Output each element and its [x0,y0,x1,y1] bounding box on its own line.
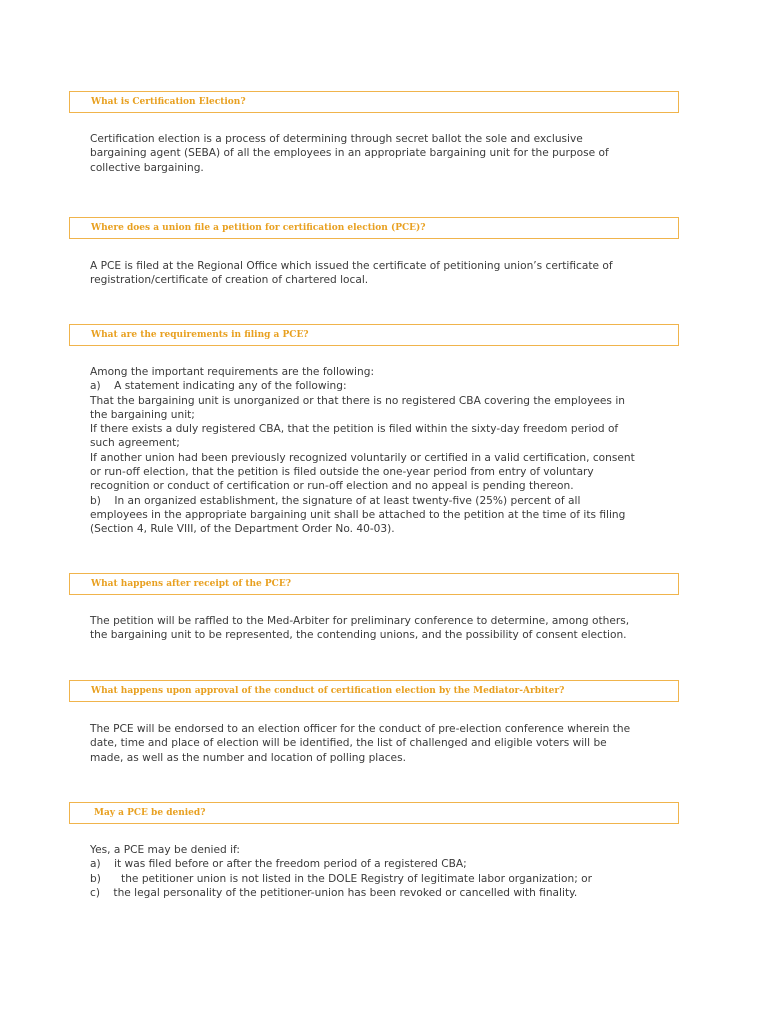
answer-block [90,614,690,643]
answer-line: Yes, a PCE may be denied if: [90,844,240,856]
answer-line: The PCE will be endorsed to an election officer for the conduct of pre-election conference wherein the [90,723,631,735]
answer-line: A PCE is filed at the Regional Office which issued the certificate of petitioning union’s certificate of [90,260,613,272]
answer-line: (Section 4, Rule VIII, of the Department Order No. 40-03). [90,523,395,536]
answer-line: or run-off election, that the petition is filed outside the one-year period from entry of voluntary [90,466,594,479]
question-box-requirements-pce [69,324,679,346]
answer-block [90,365,690,537]
answer-line: made, as well as the number and location of polling places. [90,751,406,764]
answer-line: The petition will be raffled to the Med-Arbiter for preliminary conference to determine, among others, [90,615,630,627]
question-box-certification-election [69,91,679,113]
answer-line: b) the petitioner union is not listed in the DOLE Registry of legitimate labor organization; or [90,872,592,885]
answer-block [90,722,690,765]
answer-line: Certification election is a process of determining through secret ballot the sole and exclusive [90,133,583,145]
question-heading: What is Certification Election? [91,97,246,107]
answer-line: the bargaining unit to be represented, the contending unions, and the possibility of consent election. [90,629,627,642]
answer-line: That the bargaining unit is unorganized or that there is no registered CBA covering the employees in [90,394,625,407]
answer-line: bargaining agent (SEBA) of all the employees in an appropriate bargaining unit for the purpose of [90,147,609,160]
answer-line: the bargaining unit; [90,408,195,421]
answer-line: recognition or conduct of certification or run-off election and no appeal is pending thereon. [90,480,574,493]
question-heading: Where does a union file a petition for certification election (PCE)? [91,223,426,233]
question-heading: May a PCE be denied? [94,808,206,818]
answer-line: b) In an organized establishment, the signature of at least twenty-five (25%) percent of all [90,494,581,507]
answer-line: c) the legal personality of the petitioner-union has been revoked or cancelled with finality. [90,886,578,899]
answer-line: date, time and place of election will be identified, the list of challenged and eligible voters will be [90,737,607,750]
answer-line: collective bargaining. [90,161,204,174]
question-heading: What are the requirements in filing a PCE? [91,330,309,340]
question-box-upon-approval [69,680,679,702]
question-box-where-file-pce [69,217,679,239]
answer-line: registration/certificate of creation of chartered local. [90,274,369,287]
answer-line: If another union had been previously recognized voluntarily or certified in a valid certification, consent [90,451,635,464]
answer-block [90,259,690,288]
answer-line: employees in the appropriate bargaining unit shall be attached to the petition at the time of its filing [90,508,626,521]
answer-line: Among the important requirements are the following: [90,366,375,378]
answer-line: If there exists a duly registered CBA, that the petition is filed within the sixty-day freedom period of [90,423,619,436]
answer-line: a) it was filed before or after the freedom period of a registered CBA; [90,858,467,871]
answer-line: a) A statement indicating any of the following: [90,380,347,393]
question-heading: What happens after receipt of the PCE? [91,579,291,589]
question-box-pce-denied [69,802,679,824]
answer-block [90,843,690,900]
answer-block [90,132,690,175]
question-heading: What happens upon approval of the conduct of certification election by the Mediator-Arbiter? [91,686,565,696]
question-box-after-receipt-pce [69,573,679,595]
answer-line: such agreement; [90,437,180,450]
